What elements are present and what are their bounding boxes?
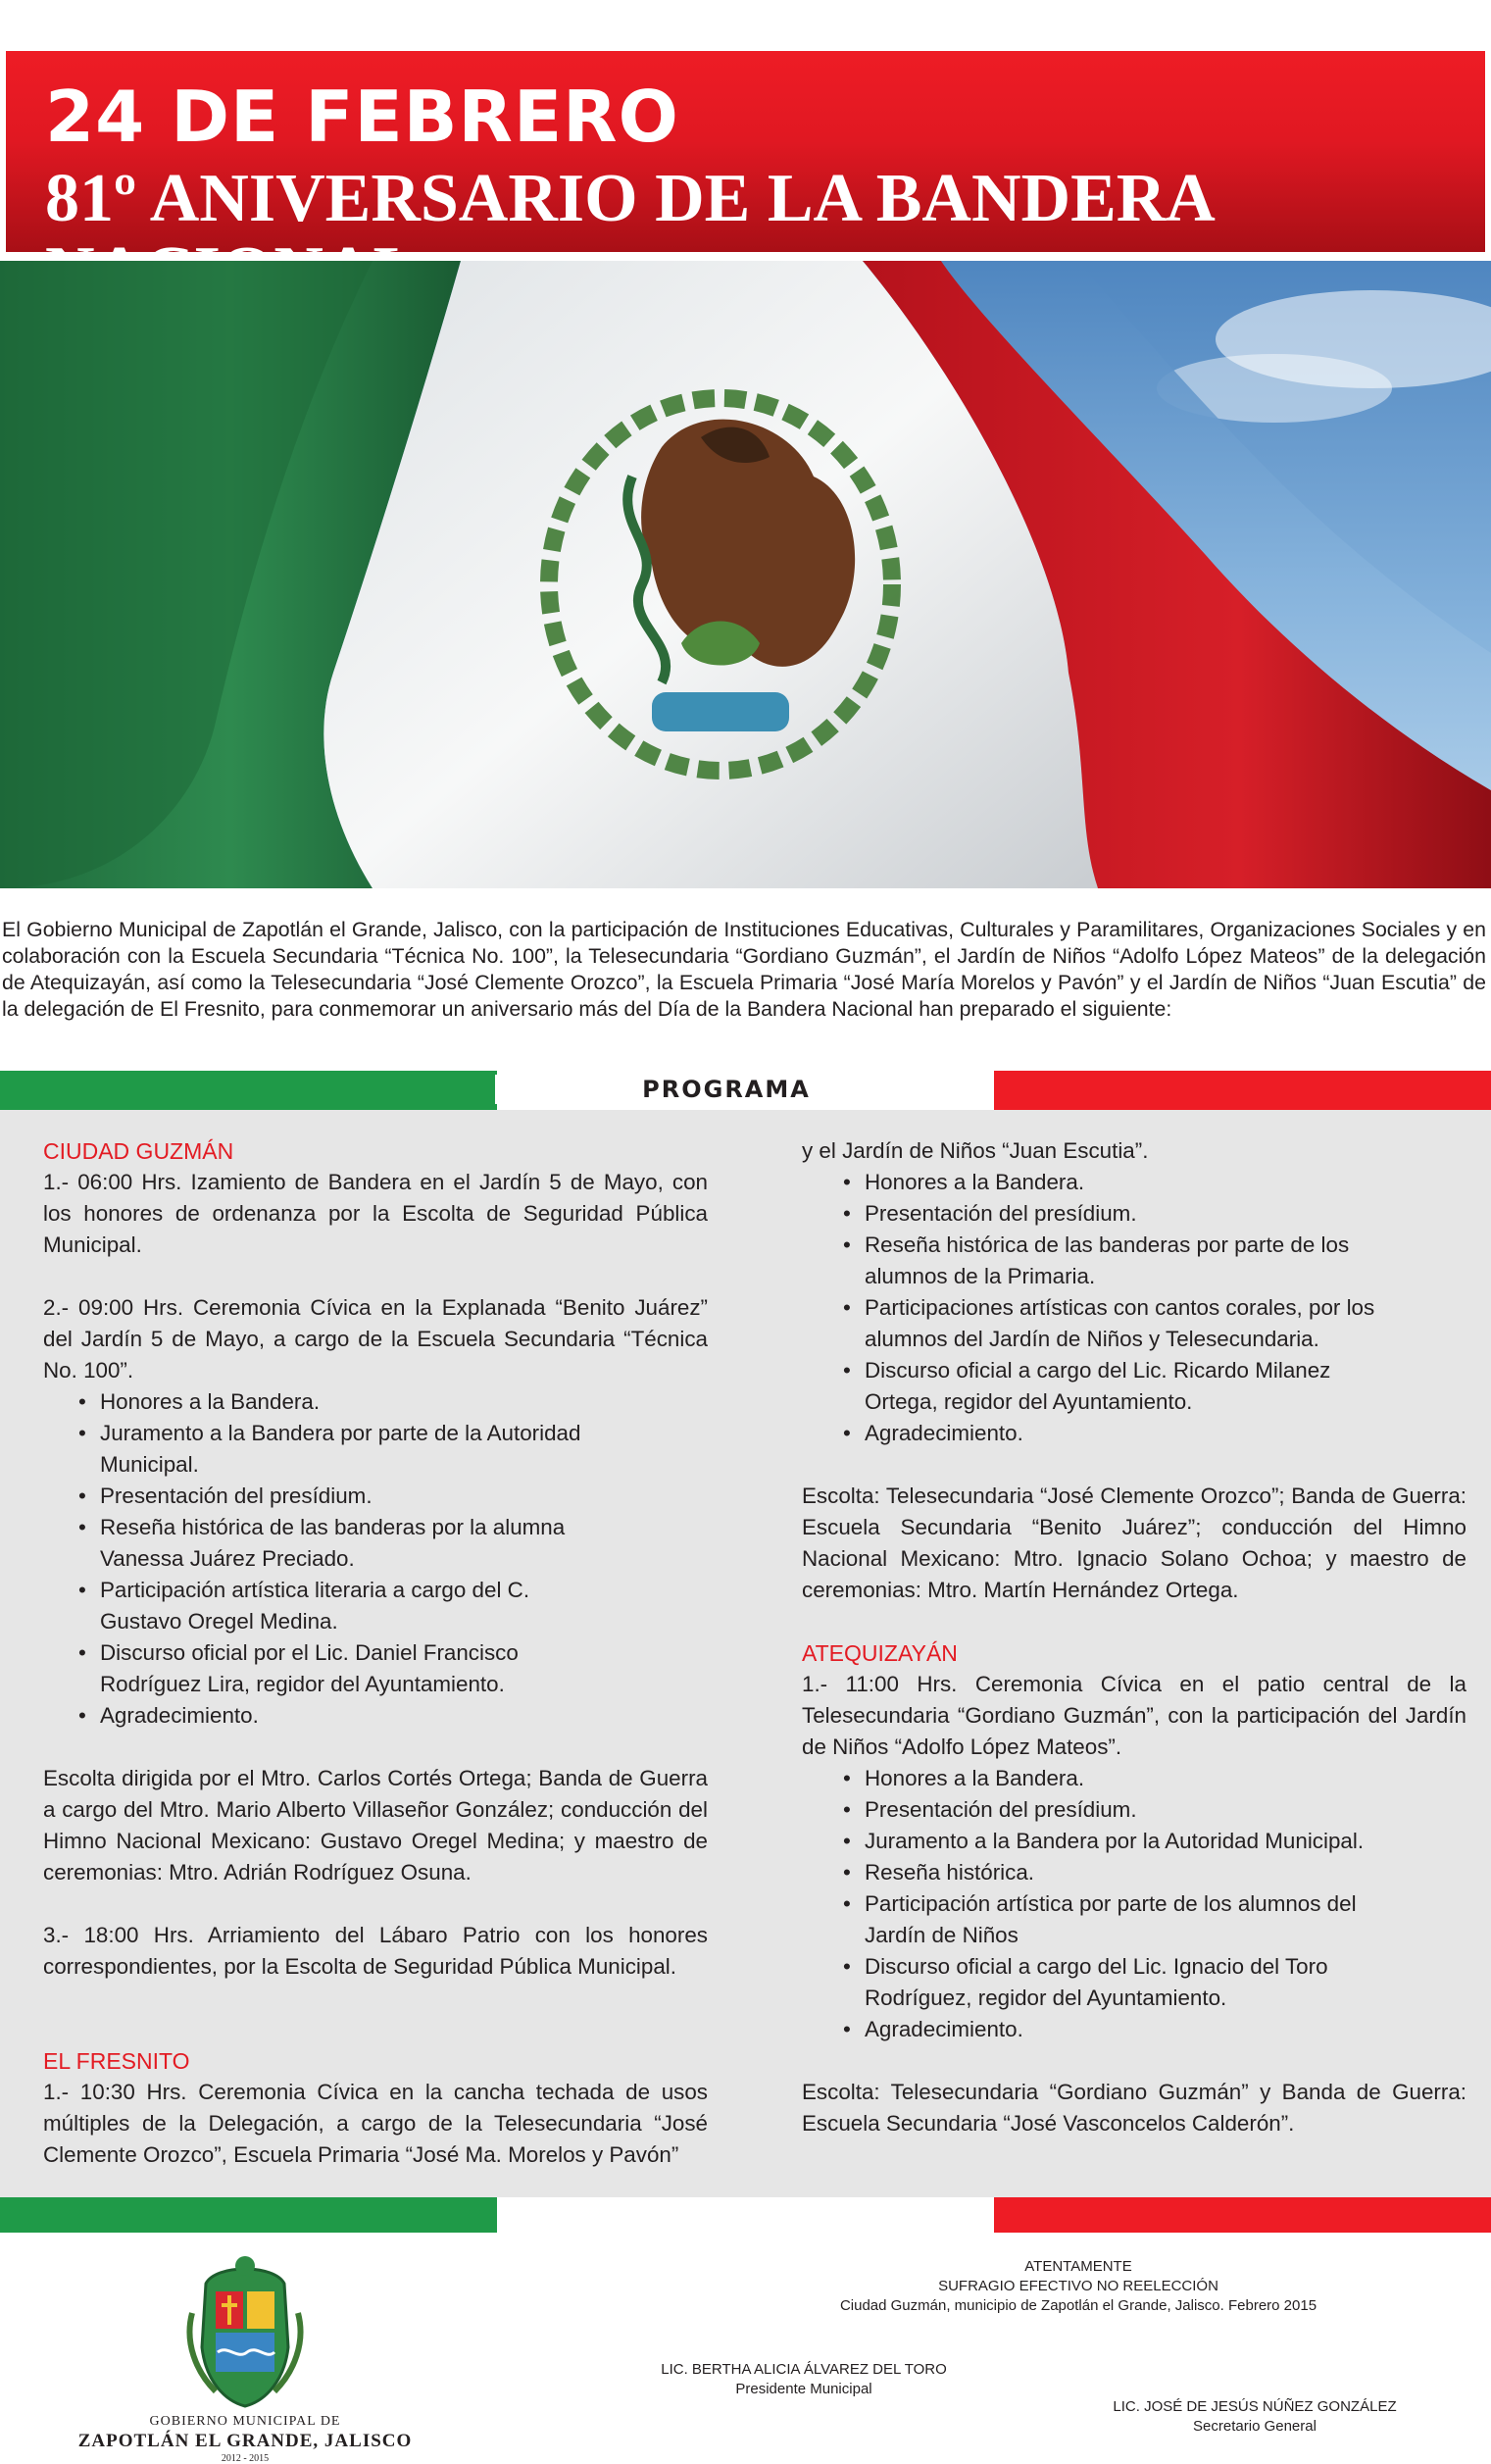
list-item: • Discurso oficial por el Lic. Daniel Francisco Rodríguez Lira, regidor del Ayuntamiento. xyxy=(78,1637,608,1700)
list-item: • Presentación del presídium. xyxy=(843,1198,1392,1230)
program-right-column xyxy=(802,1135,1466,2139)
list-item: • Participación artística literaria a cargo del C. Gustavo Oregel Medina. xyxy=(78,1575,608,1637)
list-item: • Discurso oficial a cargo del Lic. Ignacio del Toro Rodríguez, regidor del Ayuntamiento. xyxy=(843,1951,1421,2014)
place-date: Ciudad Guzmán, municipio de Zapotlán el Grande, Jalisco. Febrero 2015 xyxy=(839,2297,1317,2314)
page-title: 24 DE FEBRERO xyxy=(45,75,679,158)
bullet-list xyxy=(843,1763,1421,2045)
list-item: • Honores a la Bandera. xyxy=(843,1763,1421,1794)
bullet-list xyxy=(843,1167,1392,1449)
list-item: • Participaciones artísticas con cantos corales, por los alumnos del Jardín de Niños y Telesecundaria. xyxy=(843,1292,1392,1355)
signatory-title: Secretario General xyxy=(1193,2418,1317,2435)
section-heading-atequizayan: ATEQUIZAYÁN xyxy=(802,1640,958,1666)
section-heading-el-fresnito: EL FRESNITO xyxy=(43,2048,190,2074)
section-heading-ciudad-guzman: CIUDAD GUZMÁN xyxy=(43,1138,234,1164)
sufragio-motto: SUFRAGIO EFECTIVO NO REELECCIÓN xyxy=(938,2278,1218,2294)
tricolor-band-bottom xyxy=(0,2197,1491,2233)
signatory-title: Presidente Municipal xyxy=(735,2381,872,2397)
footer xyxy=(0,2233,1491,2464)
logo-caption: GOBIERNO MUNICIPAL DE xyxy=(149,2414,341,2429)
list-item: • Reseña histórica de las banderas por parte de los alumnos de la Primaria. xyxy=(843,1230,1392,1292)
list-item: • Juramento a la Bandera por la Autoridad Municipal. xyxy=(843,1826,1421,1857)
programa-label: PROGRAMA xyxy=(495,1075,958,1104)
signatory-name: LIC. BERTHA ALICIA ÁLVAREZ DEL TORO xyxy=(661,2361,947,2378)
list-item: • Honores a la Bandera. xyxy=(843,1167,1392,1198)
list-item: • Agradecimiento. xyxy=(843,2014,1421,2045)
list-item: • Presentación del presídium. xyxy=(78,1481,608,1512)
escolta-paragraph: Escolta: Telesecundaria “Gordiano Guzmán” y Banda de Guerra: Escuela Secundaria “José Vasconcelos Calderón”. xyxy=(802,2080,1466,2136)
signatory-name: LIC. JOSÉ DE JESÚS NÚÑEZ GONZÁLEZ xyxy=(1113,2398,1397,2415)
municipal-coat-of-arms-icon xyxy=(186,2254,304,2411)
list-item: • Agradecimiento. xyxy=(78,1700,608,1732)
list-item: • Agradecimiento. xyxy=(843,1418,1392,1449)
list-item: • Reseña histórica. xyxy=(843,1857,1421,1888)
escolta-paragraph: Escolta: Telesecundaria “José Clemente Orozco”; Banda de Guerra: Escuela Secundaria “Benito Juárez”; conducción del Himno Nacional Mexicano: Mtro. Ignacio Solano Ochoa; y maestro de ceremonias: Mtro. Martín Hernández Ortega. xyxy=(802,1483,1466,1602)
event-item: 3.- 18:00 Hrs. Arriamiento del Lábaro Patrio con los honores correspondientes, por la Escolta de Seguridad Pública Municipal. xyxy=(43,1923,708,1979)
program-left-column xyxy=(43,1135,708,2171)
event-item: 1.- 06:00 Hrs. Izamiento de Bandera en el Jardín 5 de Mayo, con los honores de ordenanza por la Escolta de Seguridad Pública Municipal. xyxy=(43,1170,708,1257)
event-item: 2.- 09:00 Hrs. Ceremonia Cívica en la Explanada “Benito Juárez” del Jardín 5 de Mayo, a cargo de la Escuela Secundaria “Técnica No. 100”. xyxy=(43,1295,708,1383)
list-item: • Presentación del presídium. xyxy=(843,1794,1421,1826)
list-item: • Juramento a la Bandera por parte de la Autoridad Municipal. xyxy=(78,1418,608,1481)
mexican-flag-photo xyxy=(0,261,1491,888)
escolta-paragraph: Escolta dirigida por el Mtro. Carlos Cortés Ortega; Banda de Guerra a cargo del Mtro. Mario Alberto Villaseñor González; conducción del Himno Nacional Mexicano: Gustavo Oregel Medina; y maestro de ceremonias: Mtro. Adrián Rodríguez Osuna. xyxy=(43,1766,708,1885)
event-item: 1.- 10:30 Hrs. Ceremonia Cívica en la cancha techada de usos múltiples de la Delegación, a cargo de la Telesecundaria “José Clemente Orozco”, Escuela Primaria “José Ma. Morelos y Pavón” xyxy=(43,2080,708,2167)
page-subtitle: 81º ANIVERSARIO DE LA BANDERA xyxy=(45,161,1212,236)
event-item-continued: y el Jardín de Niños “Juan Escutia”. xyxy=(802,1138,1149,1163)
bullet-list xyxy=(78,1386,608,1732)
list-item: • Reseña histórica de las banderas por la alumna Vanessa Juárez Preciado. xyxy=(78,1512,608,1575)
logo-municipality: ZAPOTLÁN EL GRANDE, JALISCO xyxy=(77,2431,413,2451)
program-panel xyxy=(0,1110,1491,2197)
list-item: • Honores a la Bandera. xyxy=(78,1386,608,1418)
list-item: • Discurso oficial a cargo del Lic. Ricardo Milanez Ortega, regidor del Ayuntamiento. xyxy=(843,1355,1392,1418)
title-banner xyxy=(6,51,1485,252)
list-item: • Participación artística por parte de los alumnos del Jardín de Niños xyxy=(843,1888,1421,1951)
logo-years: 2012 - 2015 xyxy=(221,2453,270,2464)
atentamente: ATENTAMENTE xyxy=(1024,2258,1132,2275)
intro-paragraph: El Gobierno Municipal de Zapotlán el Grande, Jalisco, con la participación de Instituciones Educativas, Culturales y Paramilitares, Organizaciones Sociales y en colaboración con la Escuela Secundaria “Técnica No. 100”, la Telesecundaria “Gordiano Guzmán”, el Jardín de Niños “Adolfo López Mateos” de la delegación de Atequizayán, así como la Telesecundaria “José Clemente Orozco”, la Escuela Primaria “José María Morelos y Pavón” y el Jardín de Niños “Juan Escutia” de la delegación de El Fresnito, para conmemorar un aniversario más del Día de la Bandera Nacional han preparado el siguiente: xyxy=(2,918,1486,1021)
event-item: 1.- 11:00 Hrs. Ceremonia Cívica en el patio central de la Telesecundaria “Gordiano Guzmán”, con la participación del Jardín de Niños “Adolfo López Mateos”. xyxy=(802,1672,1466,1759)
